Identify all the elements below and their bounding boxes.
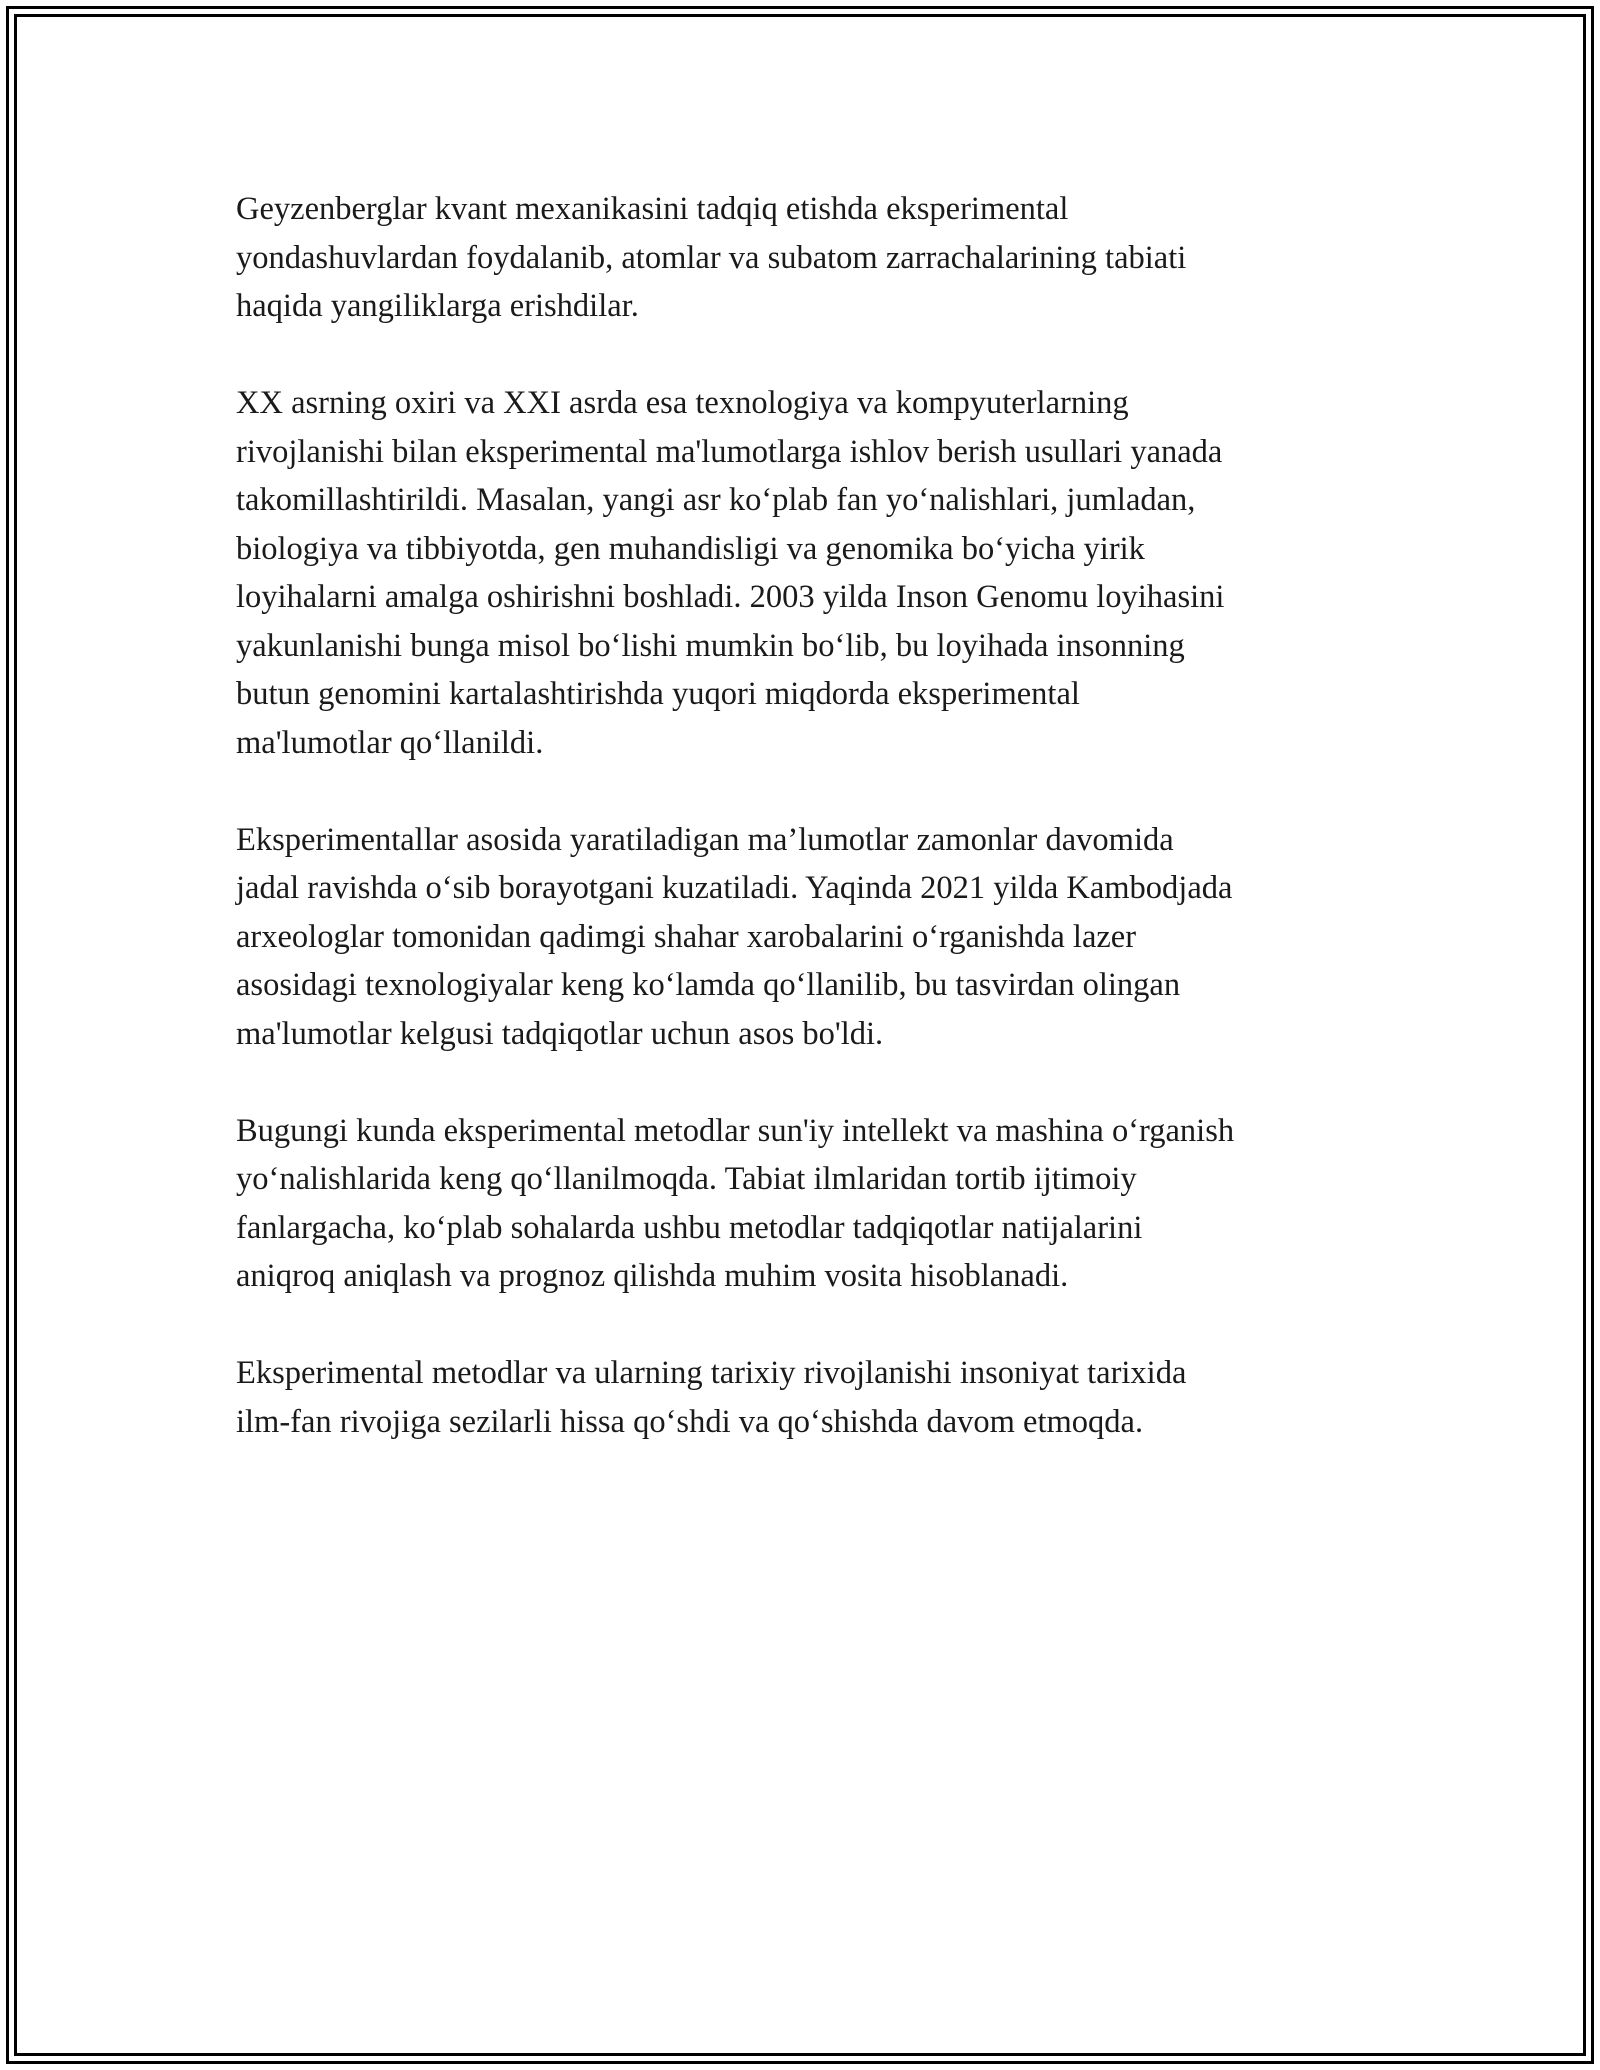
paragraph-2 xyxy=(236,379,1376,767)
paragraph-1 xyxy=(236,185,1376,331)
text-line: loyihalarni amalga oshirishni boshladi. 2003 yilda Inson Genomu loyihasini xyxy=(236,579,1225,615)
text-line: asosidagi texnologiyalar keng ko‘lamda qo‘llanilib, bu tasvirdan olingan xyxy=(236,967,1181,1003)
text-line: yondashuvlardan foydalanib, atomlar va subatom zarrachalarining tabiati xyxy=(236,239,1187,276)
text-line: yo‘nalishlarida keng qo‘llanilmoqda. Tabiat ilmlaridan tortib ijtimoiy xyxy=(236,1161,1137,1197)
text-line: arxeologlar tomonidan qadimgi shahar xarobalarini o‘rganishda lazer xyxy=(236,918,1137,955)
text-line: biologiya va tibbiyotda, gen muhandisligi va genomika bo‘yicha yirik xyxy=(236,530,1145,567)
text-line: XX asrning oxiri va XXI asrda esa texnologiya va kompyuterlarning xyxy=(236,385,1129,421)
text-line: rivojlanishi bilan eksperimental ma'lumotlarga ishlov berish usullari yanada xyxy=(236,433,1223,470)
text-line: haqida yangiliklarga erishdilar. xyxy=(236,288,639,324)
text-line: fanlargacha, ko‘plab sohalarda ushbu metodlar tadqiqotlar natijalarini xyxy=(236,1209,1143,1246)
text-line: jadal ravishda o‘sib borayotgani kuzatiladi. Yaqinda 2021 yilda Kambodjada xyxy=(236,870,1233,906)
text-line: butun genomini kartalashtirishda yuqori miqdorda eksperimental xyxy=(236,676,1080,712)
paragraph-5 xyxy=(236,1349,1376,1446)
document-body xyxy=(236,185,1376,1495)
paragraph-3 xyxy=(236,816,1376,1059)
text-line: Eksperimentallar asosida yaratiladigan ma’lumotlar zamonlar davomida xyxy=(236,821,1174,858)
text-line: Bugungi kunda eksperimental metodlar sun'iy intellekt va mashina o‘rganish xyxy=(236,1112,1235,1149)
text-line: takomillashtirildi. Masalan, yangi asr ko‘plab fan yo‘nalishlari, jumladan, xyxy=(236,482,1196,518)
text-line: yakunlanishi bunga misol bo‘lishi mumkin bo‘lib, bu loyihada insonning xyxy=(236,627,1185,664)
text-line: Geyzenberglar kvant mexanikasini tadqiq etishda eksperimental xyxy=(236,191,1069,227)
text-line: ma'lumotlar kelgusi tadqiqotlar uchun asos bo'ldi. xyxy=(236,1015,884,1052)
text-line: ilm-fan rivojiga sezilarli hissa qo‘shdi va qo‘shishda davom etmoqda. xyxy=(236,1403,1144,1440)
text-line: aniqroq aniqlash va prognoz qilishda muhim vosita hisoblanadi. xyxy=(236,1258,1069,1294)
paragraph-4 xyxy=(236,1107,1376,1301)
text-line: Eksperimental metodlar va ularning tarixiy rivojlanishi insoniyat tarixida xyxy=(236,1355,1187,1391)
text-line: ma'lumotlar qo‘llanildi. xyxy=(236,724,544,761)
